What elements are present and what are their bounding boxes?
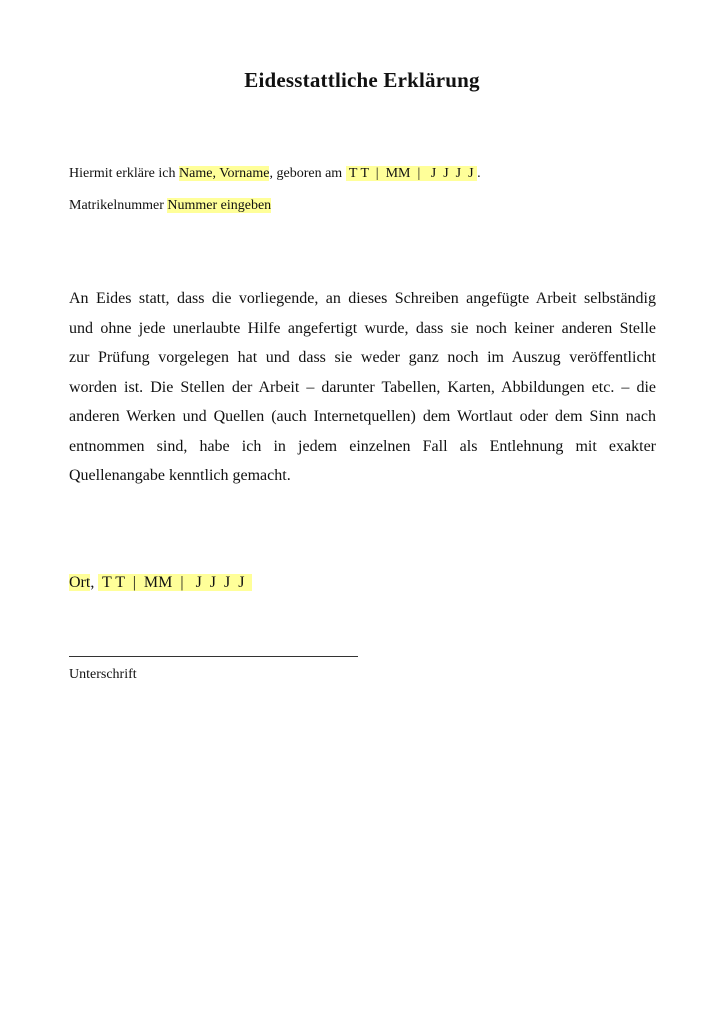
declaration-suffix: .: [477, 166, 481, 181]
birthdate-field[interactable]: T T | MM | J J J J: [345, 166, 478, 181]
body-line: entnommen sind, habe ich in jedem einzelnen Fall als Entlehnung mit exakter: [69, 437, 656, 455]
body-line: Quellenangabe kenntlich gemacht.: [69, 467, 291, 484]
matrikel-line: [69, 198, 271, 214]
matrikel-label: Matrikelnummer: [69, 198, 168, 213]
declaration-middle: , geboren am: [269, 166, 346, 181]
matrikel-field[interactable]: Nummer eingeben: [167, 198, 272, 213]
signature-label: Unterschrift: [69, 667, 137, 682]
declaration-body: [69, 284, 656, 491]
date-field[interactable]: T T | MM | J J J J: [98, 574, 253, 591]
body-line: zur Prüfung vorgelegen hat und dass sie weder ganz noch im Auszug veröffentlicht: [69, 349, 656, 366]
place-date-separator: ,: [90, 574, 99, 591]
body-line: An Eides statt, dass die vorliegende, an dieses Schreiben angefügte Arbeit selbständig: [69, 290, 656, 307]
body-line: worden ist. Die Stellen der Arbeit – darunter Tabellen, Karten, Abbildungen etc. – die: [69, 378, 656, 396]
place-date-line: [69, 574, 252, 592]
declaration-line: [69, 166, 481, 182]
declaration-prefix: Hiermit erkläre ich: [69, 166, 180, 181]
signature-line: [69, 656, 358, 657]
name-field[interactable]: Name, Vorname: [179, 166, 270, 181]
document-title: Eidesstattliche Erklärung: [244, 68, 480, 92]
body-line: anderen Werken und Quellen (auch Internetquellen) dem Wortlaut oder dem Sinn nach: [69, 408, 656, 425]
body-line: und ohne jede unerlaubte Hilfe angefertigt wurde, dass sie noch keiner anderen Stelle: [69, 319, 656, 337]
place-field[interactable]: Ort: [69, 574, 91, 591]
